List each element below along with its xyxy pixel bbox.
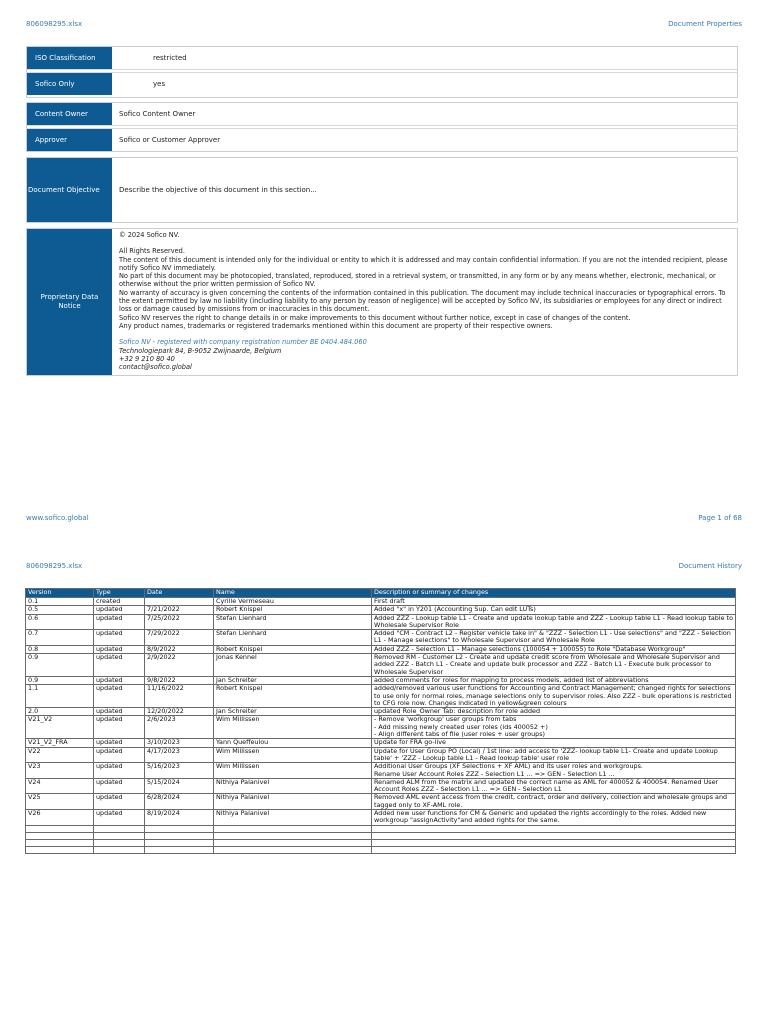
content-owner-value: Sofico Content Owner — [119, 110, 196, 118]
name-cell: Wim Millissen — [214, 716, 372, 739]
type-cell: created — [94, 598, 145, 606]
table-row — [26, 630, 736, 646]
description-cell: Added new user functions for CM & Generic and updated the rights accordingly to the roles. Added new workgroup "assignActivity"and added rights for the same. — [372, 810, 736, 826]
ownership-card — [26, 102, 738, 152]
table-row — [26, 606, 736, 614]
name-cell: Wim Millissen — [214, 747, 372, 763]
type-cell: updated — [94, 685, 145, 708]
sofico-only-value: yes — [153, 80, 166, 88]
date-cell: 12/20/2022 — [145, 708, 214, 716]
page2-header — [26, 562, 742, 570]
type-cell: updated — [94, 716, 145, 739]
table-row — [26, 654, 736, 677]
date-cell: 2/9/2022 — [145, 654, 214, 677]
column-header: Type — [94, 589, 145, 598]
empty-cell — [94, 839, 145, 846]
document-objective-label: Document Objective — [27, 158, 112, 222]
description-cell: added comments for roles for mapping to process models, added list of abbreviations — [372, 676, 736, 684]
proprietary-notice-label: Proprietary Data Notice — [27, 229, 112, 375]
version-cell: V21_V2 — [26, 716, 94, 739]
notice-line: Any product names, trademarks or registered trademarks mentioned within this document are property of their respective owners. — [119, 321, 553, 330]
date-cell: 5/16/2023 — [145, 763, 214, 779]
name-cell: Jan Schreiter — [214, 676, 372, 684]
registration-line: Sofico NV - registered with company registration number BE 0404.484.060 — [119, 338, 367, 347]
description-cell: Removed RM - Customer L2 - Create and update credit score from Wholesale and Wholesale Supervisor and added ZZZ - Batch L1 - Create and update bulk processor and ZZZ - Batch L1 - Execute bulk processor to Wholesale Supervisor — [372, 654, 736, 677]
type-cell: updated — [94, 676, 145, 684]
version-cell: 2.0 — [26, 708, 94, 716]
table-row — [26, 614, 736, 630]
notice-line: All Rights Reserved. — [119, 247, 185, 256]
page1-header — [26, 20, 742, 28]
type-cell: updated — [94, 763, 145, 779]
type-cell: updated — [94, 794, 145, 810]
description-cell: Added "x" in Y201 (Accounting Sup. Can edit LUTs) — [372, 606, 736, 614]
name-cell: Wim Millissen — [214, 763, 372, 779]
type-cell: updated — [94, 708, 145, 716]
date-cell: 6/28/2024 — [145, 794, 214, 810]
empty-cell — [94, 846, 145, 853]
type-cell: updated — [94, 606, 145, 614]
version-cell: 0.8 — [26, 645, 94, 653]
page-number: Page 1 of 68 — [698, 514, 742, 522]
version-cell: V22 — [26, 747, 94, 763]
table-row — [26, 778, 736, 794]
date-cell: 2/6/2023 — [145, 716, 214, 739]
description-cell: Additional User Groups (XF Selections + XF AML) and its user roles and workgroups. Rename User Account Roles ZZZ - Selection L1 ... => GEN - Selection L1 ... — [372, 763, 736, 779]
column-header: Date — [145, 589, 214, 598]
empty-cell — [145, 832, 214, 839]
table-row — [26, 747, 736, 763]
empty-cell — [145, 825, 214, 832]
description-cell: First draft — [372, 598, 736, 606]
address-line: Technologiepark 84, B-9052 Zwijnaarde, Belgium — [119, 346, 282, 355]
document-history-table — [25, 588, 736, 854]
description-cell: Added "CM - Contract L2 - Register vehicle take in" & "ZZZ - Selection L1 - Use selections" and "ZZZ - Selection L1 - Manage selections" to Wholesale Supervisor and Wholesale Role — [372, 630, 736, 646]
description-cell: added/removed various user functions for Accounting and Contract Management; changed rights for selections to use only for normal roles, manage selections only to supervisor roles. Also ZZZ - bulk operations is restricted to CFG role now. Changes indicated in yellow&green colours — [372, 685, 736, 708]
version-cell: 1.1 — [26, 685, 94, 708]
table-row — [26, 763, 736, 779]
objective-card — [26, 157, 738, 223]
empty-cell — [372, 839, 736, 846]
version-cell: V24 — [26, 778, 94, 794]
copyright-line: © 2024 Sofico NV. — [119, 231, 180, 239]
empty-cell — [372, 832, 736, 839]
table-row — [26, 716, 736, 739]
empty-cell — [372, 825, 736, 832]
notice-line: No warranty of accuracy is given concerning the contents of the information contained in this publication. The document may include technical inaccuracies or typographical errors. To the extent permitted by law no liability (including liability to any person by reason of negligence) will be accepted by Sofico NV, its subsidiaries or employees for any direct or indirect loss or damage caused by omissions from or inaccuracies in this document. — [119, 288, 726, 314]
version-cell: 0.6 — [26, 614, 94, 630]
content-owner-label: Content Owner — [27, 103, 112, 125]
date-cell: 7/21/2022 — [145, 606, 214, 614]
column-header: Description or summary of changes — [372, 589, 736, 598]
phone-line: +32 9 210 80 40 — [119, 354, 175, 363]
empty-cell — [94, 825, 145, 832]
empty-cell — [145, 846, 214, 853]
notice-line: No part of this document may be photocopied, translated, reproduced, stored in a retrieval system, or transmitted, in any form or by any means whether, electronic, mechanical, or otherwise without the prior written permission of Sofico NV. — [119, 272, 716, 289]
page1-filename: 806098295.xlsx — [26, 20, 83, 28]
name-cell: Robert Knispel — [214, 645, 372, 653]
name-cell: Yann Queffeulou — [214, 739, 372, 747]
column-header: Version — [26, 589, 94, 598]
page1-section-title: Document Properties — [668, 20, 742, 28]
empty-cell — [26, 832, 94, 839]
empty-cell — [214, 825, 372, 832]
date-cell: 7/25/2022 — [145, 614, 214, 630]
description-cell: Added ZZZ - Lookup table L1 - Create and update lookup table and ZZZ - Lookup table L1 - Read lookup table to Wholesale Supervisor Role — [372, 614, 736, 630]
type-cell: updated — [94, 614, 145, 630]
empty-cell — [214, 832, 372, 839]
date-cell: 4/17/2023 — [145, 747, 214, 763]
proprietary-notice-text — [112, 229, 737, 375]
empty-table-row — [26, 846, 736, 853]
empty-cell — [26, 839, 94, 846]
classification-card — [26, 46, 738, 98]
version-cell: 0.9 — [26, 654, 94, 677]
description-cell: Update for FRA go-live — [372, 739, 736, 747]
table-row — [26, 685, 736, 708]
type-cell: updated — [94, 654, 145, 677]
name-cell: Robert Knispel — [214, 606, 372, 614]
type-cell: updated — [94, 739, 145, 747]
version-cell: V25 — [26, 794, 94, 810]
name-cell: Nithiya Palanivel — [214, 778, 372, 794]
type-cell: updated — [94, 810, 145, 826]
empty-cell — [372, 846, 736, 853]
table-row — [26, 810, 736, 826]
notice-card — [26, 228, 738, 376]
type-cell: updated — [94, 645, 145, 653]
empty-cell — [214, 839, 372, 846]
description-cell: Update for User Group PO (Local) / 1st line: add access to 'ZZZ- lookup table L1- Create and update Lookup table' + 'ZZZ - Lookup table L1 - Read lookup table' user role — [372, 747, 736, 763]
version-cell: V21_V2_FRA — [26, 739, 94, 747]
approver-label: Approver — [27, 129, 112, 151]
date-cell: 3/10/2023 — [145, 739, 214, 747]
page1-footer — [26, 514, 742, 522]
description-cell: Removed AML event access from the credit, contract, order and delivery, collection and wholesale groups and tagged only to XF-AML role. — [372, 794, 736, 810]
date-cell: 8/9/2022 — [145, 645, 214, 653]
empty-cell — [214, 846, 372, 853]
description-cell: Added ZZZ - Selection L1 - Manage selections (100054 + 100055) to Role "Database Workgroup" — [372, 645, 736, 653]
column-header: Name — [214, 589, 372, 598]
empty-cell — [26, 846, 94, 853]
description-cell: Renamed ALM from the matrix and updated the correct name as AML for 400052 & 400054. Renamed User Account Roles ZZZ - Selection L1 ... => GEN - Selection L1 — [372, 778, 736, 794]
name-cell: Jan Schreiter — [214, 708, 372, 716]
document-objective-value: Describe the objective of this document in this section... — [119, 186, 317, 194]
type-cell: updated — [94, 747, 145, 763]
version-cell: 0.9 — [26, 676, 94, 684]
empty-cell — [145, 839, 214, 846]
email-line: contact@sofico.global — [119, 363, 192, 372]
type-cell: updated — [94, 630, 145, 646]
version-cell: V23 — [26, 763, 94, 779]
type-cell: updated — [94, 778, 145, 794]
iso-classification-label: ISO Classification — [27, 47, 112, 69]
empty-table-row — [26, 832, 736, 839]
name-cell: Jonas Kennel — [214, 654, 372, 677]
page2-filename: 806098295.xlsx — [26, 562, 83, 570]
sofico-only-label: Sofico Only — [27, 73, 112, 95]
description-cell: - Remove 'workgroup' user groups from tabs - Add missing newly created user roles (ids 400052 +) - Align different tabs of file (user roles + user groups) — [372, 716, 736, 739]
name-cell: Nithiya Palanivel — [214, 794, 372, 810]
name-cell: Stefan Lienhard — [214, 630, 372, 646]
date-cell: 7/29/2022 — [145, 630, 214, 646]
notice-line: Sofico NV reserves the right to change details in or make improvements to this document without further notice, except in case of changes of the content. — [119, 313, 631, 322]
approver-value: Sofico or Customer Approver — [119, 136, 221, 144]
empty-cell — [94, 832, 145, 839]
name-cell: Nithiya Palanivel — [214, 810, 372, 826]
empty-table-row — [26, 825, 736, 832]
date-cell: 9/8/2022 — [145, 676, 214, 684]
version-cell: 0.5 — [26, 606, 94, 614]
date-cell: 11/16/2022 — [145, 685, 214, 708]
page2-section-title: Document History — [678, 562, 742, 570]
name-cell: Stefan Lienhard — [214, 614, 372, 630]
empty-table-row — [26, 839, 736, 846]
website-link[interactable]: www.sofico.global — [26, 514, 89, 522]
notice-line: The content of this document is intended only for the individual or entity to which it is addressed and may contain confidential information. If you are not the intended recipient, please notify Sofico NV immediately. — [119, 255, 728, 272]
description-cell: updated Role_Owner Tab: description for role added — [372, 708, 736, 716]
history-table-body — [26, 598, 736, 854]
iso-classification-value: restricted — [153, 54, 187, 62]
version-cell: V26 — [26, 810, 94, 826]
name-cell: Robert Knispel — [214, 685, 372, 708]
table-row — [26, 739, 736, 747]
date-cell: 5/15/2024 — [145, 778, 214, 794]
empty-cell — [26, 825, 94, 832]
name-cell: Cyrille Vermeseau — [214, 598, 372, 606]
table-row — [26, 794, 736, 810]
version-cell: 0.7 — [26, 630, 94, 646]
version-cell: 0.1 — [26, 598, 94, 606]
date-cell: 8/19/2024 — [145, 810, 214, 826]
